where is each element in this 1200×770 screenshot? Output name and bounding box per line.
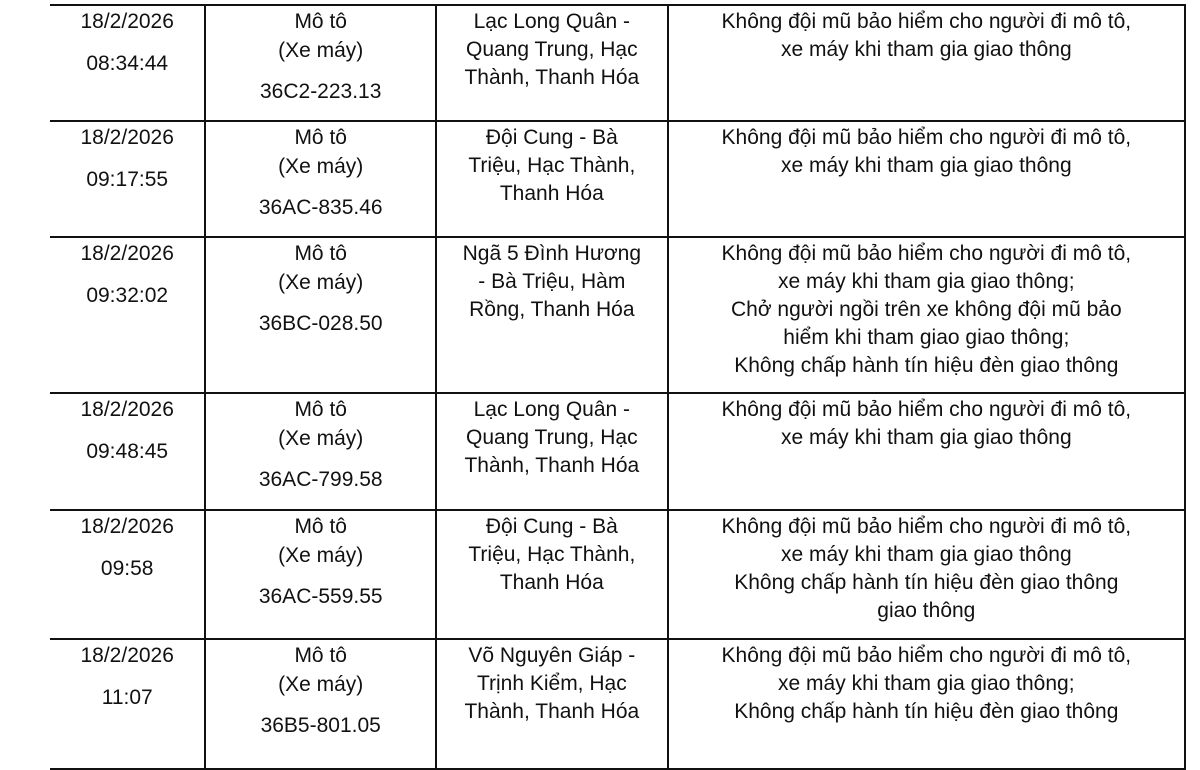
violation-line: Không chấp hành tín hiệu đèn giao thông — [734, 354, 1119, 377]
violation-date: 18/2/2026 — [80, 126, 174, 149]
violation-cell — [668, 639, 1185, 769]
violation-date: 18/2/2026 — [80, 10, 174, 33]
vehicle-cell — [205, 639, 436, 769]
location-cell — [436, 510, 668, 639]
location-line: Lạc Long Quân - — [473, 10, 631, 33]
violation-line: xe máy khi tham gia giao thông; — [778, 672, 1075, 695]
violation-line: Không đội mũ bảo hiểm cho người đi mô tô, — [721, 242, 1132, 265]
violation-date: 18/2/2026 — [80, 242, 174, 265]
violations-table-body — [50, 5, 1185, 769]
violation-line: Không đội mũ bảo hiểm cho người đi mô tô, — [721, 126, 1132, 149]
location-line: Rồng, Thanh Hóa — [469, 298, 635, 321]
table-row — [50, 237, 1185, 393]
location-line: Đội Cung - Bà — [485, 515, 618, 538]
vehicle-type: Mô tô — [294, 644, 347, 667]
license-plate: 36C2-223.13 — [259, 80, 382, 103]
vehicle-cell — [205, 121, 436, 237]
vehicle-type: Mô tô — [294, 10, 347, 33]
violation-time: 08:34:44 — [86, 52, 169, 75]
violation-time: 09:58 — [100, 557, 154, 580]
violation-line: Không chấp hành tín hiệu đèn giao thông — [734, 700, 1119, 723]
license-plate: 36BC-028.50 — [258, 312, 383, 335]
license-plate: 36AC-799.58 — [258, 468, 383, 491]
vehicle-type: Mô tô — [294, 398, 347, 421]
violation-cell — [668, 121, 1185, 237]
location-line: Thành, Thanh Hóa — [464, 700, 640, 723]
vehicle-subtype: (Xe máy) — [278, 39, 364, 62]
violation-cell — [668, 5, 1185, 121]
location-line: Thành, Thanh Hóa — [464, 66, 640, 89]
time-cell — [50, 393, 205, 510]
time-cell — [50, 237, 205, 393]
location-cell — [436, 639, 668, 769]
license-plate: 36B5-801.05 — [260, 714, 381, 737]
vehicle-cell — [205, 393, 436, 510]
license-plate: 36AC-835.46 — [258, 196, 383, 219]
violation-line: Không đội mũ bảo hiểm cho người đi mô tô, — [721, 10, 1132, 33]
table-row — [50, 121, 1185, 237]
table-row — [50, 5, 1185, 121]
location-line: Võ Nguyên Giáp - — [468, 644, 636, 667]
violation-time: 09:32:02 — [86, 284, 169, 307]
location-cell — [436, 5, 668, 121]
vehicle-subtype: (Xe máy) — [278, 427, 364, 450]
violation-cell — [668, 510, 1185, 639]
violation-line: xe máy khi tham gia giao thông — [780, 426, 1072, 449]
violation-date: 18/2/2026 — [80, 515, 174, 538]
vehicle-type: Mô tô — [294, 515, 347, 538]
violation-time: 09:48:45 — [86, 440, 169, 463]
location-line: Thành, Thanh Hóa — [464, 454, 640, 477]
violation-cell — [668, 393, 1185, 510]
violation-line: xe máy khi tham gia giao thông — [780, 38, 1072, 61]
violations-table — [50, 4, 1186, 770]
table-row — [50, 639, 1185, 769]
license-plate: 36AC-559.55 — [258, 585, 383, 608]
violation-line: Không đội mũ bảo hiểm cho người đi mô tô, — [721, 515, 1132, 538]
location-line: Triệu, Hạc Thành, — [468, 154, 636, 177]
violation-cell — [668, 237, 1185, 393]
location-line: Thanh Hóa — [499, 571, 604, 594]
location-line: Triệu, Hạc Thành, — [468, 543, 636, 566]
violation-time: 09:17:55 — [86, 168, 169, 191]
location-cell — [436, 393, 668, 510]
location-line: Quang Trung, Hạc — [466, 38, 638, 61]
location-cell — [436, 121, 668, 237]
location-line: Quang Trung, Hạc — [466, 426, 638, 449]
location-cell — [436, 237, 668, 393]
time-cell — [50, 510, 205, 639]
vehicle-cell — [205, 5, 436, 121]
vehicle-subtype: (Xe máy) — [278, 155, 364, 178]
location-line: Trịnh Kiểm, Hạc — [476, 672, 627, 695]
table-row — [50, 510, 1185, 639]
violation-line: Không chấp hành tín hiệu đèn giao thông — [734, 571, 1119, 594]
time-cell — [50, 121, 205, 237]
table-row — [50, 393, 1185, 510]
violation-line: giao thông — [877, 599, 976, 622]
time-cell — [50, 5, 205, 121]
violation-line: xe máy khi tham gia giao thông — [780, 543, 1072, 566]
violation-time: 11:07 — [101, 686, 153, 709]
violation-line: xe máy khi tham gia giao thông — [780, 154, 1072, 177]
violation-line: Chở người ngồi trên xe không đội mũ bảo — [730, 298, 1122, 321]
location-line: Thanh Hóa — [499, 182, 604, 205]
location-line: Đội Cung - Bà — [485, 126, 618, 149]
vehicle-type: Mô tô — [294, 242, 347, 265]
violation-date: 18/2/2026 — [80, 398, 174, 421]
location-line: Ngã 5 Đình Hương — [462, 242, 642, 265]
vehicle-cell — [205, 510, 436, 639]
location-line: - Bà Triệu, Hàm — [478, 270, 626, 293]
vehicle-subtype: (Xe máy) — [278, 271, 364, 294]
vehicle-type: Mô tô — [294, 126, 347, 149]
vehicle-cell — [205, 237, 436, 393]
violation-line: hiểm khi tham giao giao thông; — [783, 326, 1070, 349]
time-cell — [50, 639, 205, 769]
violation-date: 18/2/2026 — [80, 644, 174, 667]
violation-line: Không đội mũ bảo hiểm cho người đi mô tô, — [721, 398, 1132, 421]
violation-line: Không đội mũ bảo hiểm cho người đi mô tô, — [721, 644, 1132, 667]
location-line: Lạc Long Quân - — [473, 398, 631, 421]
vehicle-subtype: (Xe máy) — [278, 673, 364, 696]
vehicle-subtype: (Xe máy) — [278, 544, 364, 567]
violation-line: xe máy khi tham gia giao thông; — [778, 270, 1075, 293]
